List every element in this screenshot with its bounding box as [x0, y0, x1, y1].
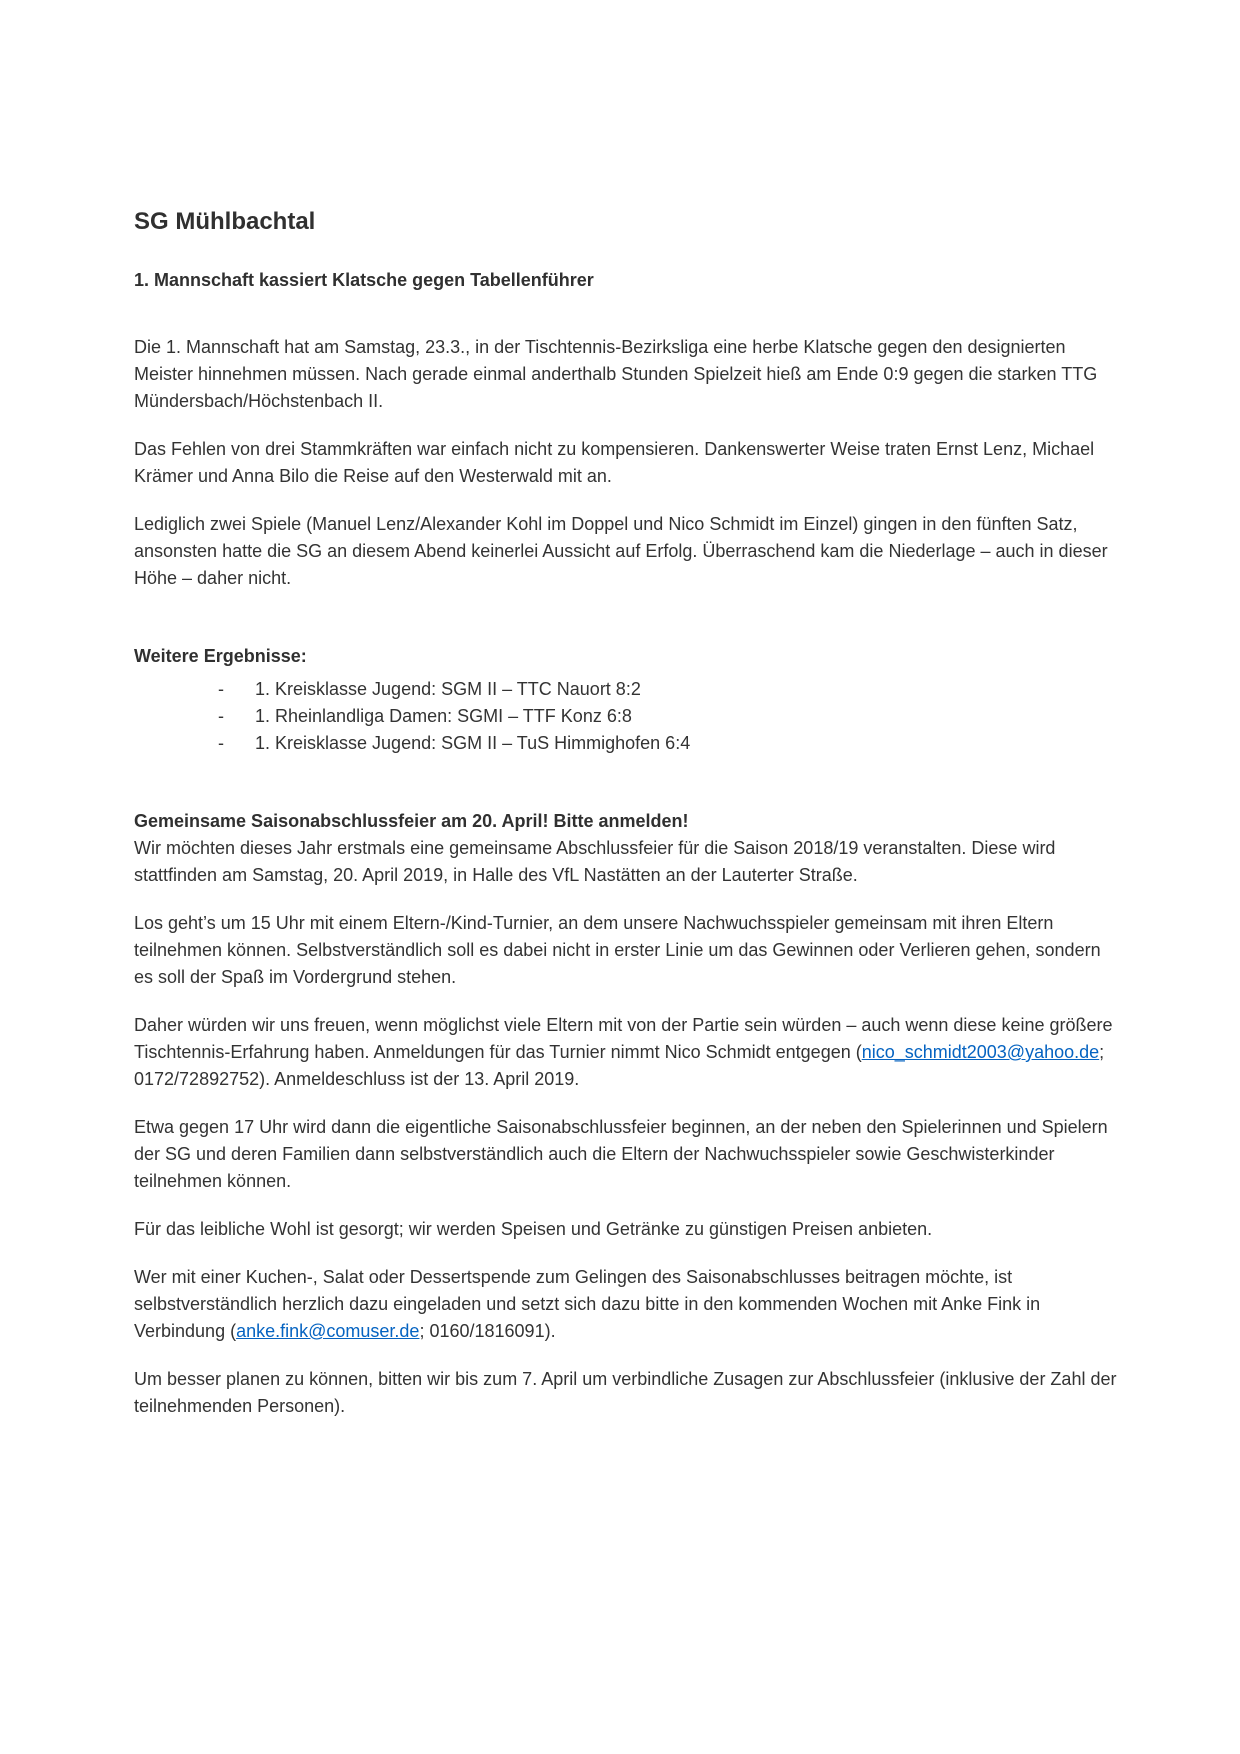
- registration-text-before: Daher würden wir uns freuen, wenn möglichst viele Eltern mit von der Partie sein würden – auch wenn diese keine größere Tischtennis-Erfahrung haben. Anmeldungen für das Turnier nimmt Nico Schmidt entgegen (: [134, 1015, 1113, 1062]
- result-item: [218, 730, 1119, 757]
- email-link-nico-schmidt[interactable]: nico_schmidt2003@yahoo.de: [861, 1042, 1100, 1062]
- results-list: [134, 676, 1119, 757]
- donations-text-after: ; 0160/1816091).: [419, 1321, 556, 1341]
- season-party-intro: Wir möchten dieses Jahr erstmals eine gemeinsame Abschlussfeier für die Saison 2018/19 veranstalten. Diese wird stattfinden am Samstag, 20. April 2019, in Halle des VfL Nastätten an der Lauterter Straße.: [134, 838, 1056, 885]
- result-text: 1. Kreisklasse Jugend: SGM II – TuS Himmighofen 6:4: [255, 733, 691, 753]
- blank-line: [134, 613, 1119, 643]
- donations-paragraph: [134, 1264, 1119, 1345]
- results-heading: Weitere Ergebnisse:: [134, 646, 307, 666]
- rsvp-paragraph: Um besser planen zu können, bitten wir bis zum 7. April um verbindliche Zusagen zur Abschlussfeier (inklusive der Zahl der teilnehmenden Personen).: [134, 1369, 1117, 1416]
- result-text: 1. Rheinlandliga Damen: SGMI – TTF Konz 6:8: [255, 706, 632, 726]
- match-report-paragraph-3: Lediglich zwei Spiele (Manuel Lenz/Alexander Kohl im Doppel und Nico Schmidt im Einzel) gingen in den fünften Satz, ansonsten hatte die SG an diesem Abend keinerlei Aussicht auf Erfolg. Überraschend kam die Niederlage – auch in dieser Höhe – daher nicht.: [134, 514, 1108, 588]
- dash-bullet: -: [218, 679, 224, 699]
- email-link-anke-fink[interactable]: anke.fink@comuser.de: [236, 1321, 420, 1341]
- result-text: 1. Kreisklasse Jugend: SGM II – TTC Nauort 8:2: [255, 679, 641, 699]
- registration-paragraph: [134, 1012, 1119, 1093]
- season-party-heading: Gemeinsame Saisonabschlussfeier am 20. April! Bitte anmelden!: [134, 811, 689, 831]
- donations-text-before: Wer mit einer Kuchen-, Salat oder Dessertspende zum Gelingen des Saisonabschlusses beitragen möchte, ist selbstverständlich herzlich dazu eingeladen und setzt sich dazu bitte in den kommenden Wochen mit Anke Fink in Verbindung (: [134, 1267, 1041, 1341]
- registration-text-after: ; 0172/72892752). Anmeldeschluss ist der 13. April 2019.: [134, 1042, 1105, 1089]
- party-details-paragraph: Etwa gegen 17 Uhr wird dann die eigentliche Saisonabschlussfeier beginnen, an der neben den Spielerinnen und Spielern der SG und deren Familien dann selbstverständlich auch die Eltern der Nachwuchsspieler sowie Geschwisterkinder teilnehmen können.: [134, 1117, 1108, 1191]
- match-report-heading: 1. Mannschaft kassiert Klatsche gegen Tabellenführer: [134, 270, 594, 290]
- blank-line: [134, 778, 1119, 808]
- catering-paragraph: Für das leibliche Wohl ist gesorgt; wir werden Speisen und Getränke zu günstigen Preisen anbieten.: [134, 1219, 933, 1239]
- result-item: [218, 703, 1119, 730]
- dash-bullet: -: [218, 706, 224, 726]
- tournament-paragraph: Los geht’s um 15 Uhr mit einem Eltern-/Kind-Turnier, an dem unsere Nachwuchsspieler gemeinsam mit ihren Eltern teilnehmen können. Selbstverständlich soll es dabei nicht in erster Linie um das Gewinnen oder Verlieren gehen, sondern es soll der Spaß im Vordergrund stehen.: [134, 913, 1101, 987]
- document-content: [134, 205, 1119, 1420]
- result-item: [218, 676, 1119, 703]
- dash-bullet: -: [218, 733, 224, 753]
- match-report-paragraph-2: Das Fehlen von drei Stammkräften war einfach nicht zu kompensieren. Dankenswerter Weise traten Ernst Lenz, Michael Krämer und Anna Bilo die Reise auf den Westerwald mit an.: [134, 439, 1095, 486]
- match-report-paragraph-1: Die 1. Mannschaft hat am Samstag, 23.3., in der Tischtennis-Bezirksliga eine herbe Klatsche gegen den designierten Meister hinnehmen müssen. Nach gerade einmal anderthalb Stunden Spielzeit hieß am Ende 0:9 gegen die starken TTG Mündersbach/Höchstenbach II.: [134, 337, 1098, 411]
- document-title: SG Mühlbachtal: [134, 208, 316, 235]
